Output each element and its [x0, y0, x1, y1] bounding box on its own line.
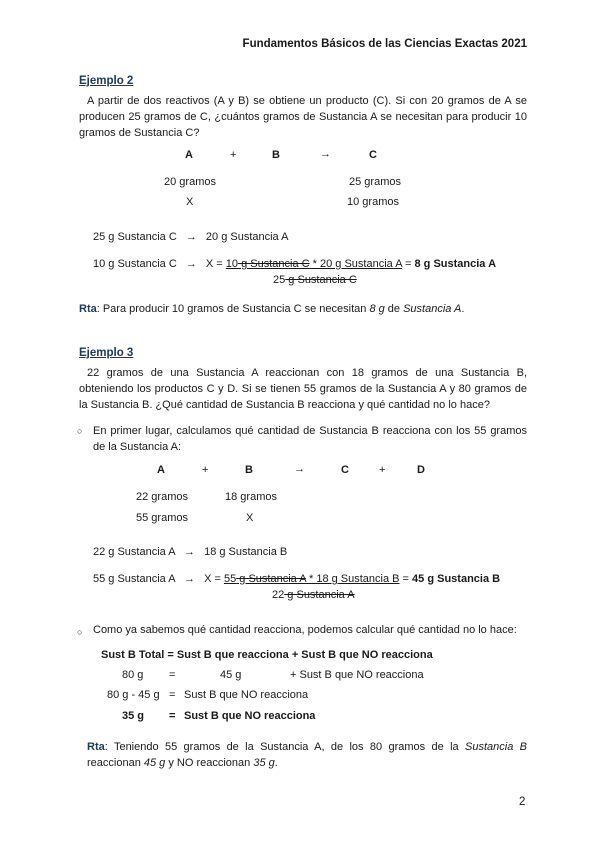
- answer-text: y NO reaccionan: [165, 757, 254, 769]
- answer-text: reaccionan: [87, 757, 144, 769]
- relation-right: 18 g Sustancia B: [204, 546, 288, 558]
- ejemplo-3-denominator: [272, 589, 355, 601]
- ejemplo-3-step-2: Como ya sabemos qué cantidad reacciona, podemos calcular qué cantidad no lo hace:: [93, 624, 517, 636]
- ejemplo-2-heading: Ejemplo 2: [79, 75, 134, 87]
- product-c: C: [369, 149, 377, 161]
- balance-title: Sust B Total = Sust B que reacciona + Sust B que NO reacciona: [101, 649, 433, 661]
- mass-a-known: 22 gramos: [136, 491, 188, 503]
- mass-c-target: 10 gramos: [347, 196, 399, 208]
- relation-left: 22 g Sustancia A: [93, 546, 175, 558]
- reaction-arrow: →: [294, 463, 305, 475]
- bullet-circle-icon: ○: [77, 426, 83, 436]
- reaction-arrow: →: [320, 148, 331, 160]
- calc-numerator: [226, 258, 402, 270]
- answer-text: .: [461, 303, 465, 315]
- mass-c-known: 25 gramos: [349, 176, 401, 188]
- balance-r3-rest: Sust B que NO reacciona: [184, 710, 316, 722]
- balance-r1-total: 80 g: [122, 669, 144, 681]
- calc-numerator: [224, 573, 400, 585]
- mass-a-given: 55 gramos: [136, 512, 188, 524]
- cancelled-unit: g Sustancia A: [284, 589, 355, 601]
- balance-r2-diff: 80 g - 45 g: [107, 689, 160, 701]
- answer-value: 8 g: [369, 303, 385, 315]
- cancelled-unit: g Sustancia C: [238, 258, 310, 270]
- plus-sign: +: [202, 464, 209, 476]
- reactant-b: B: [245, 464, 253, 476]
- reactant-a: A: [185, 149, 193, 161]
- reactant-b: B: [272, 149, 280, 161]
- equals-sign: =: [401, 258, 415, 270]
- balance-r1-eq: =: [169, 669, 176, 681]
- product-c: C: [341, 464, 349, 476]
- balance-r2-eq: =: [169, 689, 176, 701]
- arrow-icon: →: [184, 573, 196, 585]
- ejemplo-3-answer: [87, 739, 527, 771]
- balance-r1-rest: + Sust B que NO reacciona: [290, 669, 424, 681]
- ejemplo-3-problem: 22 gramos de una Sustancia A reaccionan con 18 gramos de una Sustancia B, obteniendo los productos C y D. Si se tienen 55 gramos de la Sustancia A y 80 gramos de la Sustancia B. ¿Qué cantidad de Sustancia B reacciona y qué cantidad no lo hace?: [79, 367, 527, 411]
- answer-substance: Sustancia B: [465, 741, 527, 753]
- calc-result: 45 g Sustancia B: [412, 573, 501, 585]
- bullet-circle-icon: ○: [77, 627, 83, 637]
- answer-substance: Sustancia A: [403, 303, 462, 315]
- calc-result: 8 g Sustancia A: [414, 258, 497, 270]
- mass-b-unknown: X: [246, 512, 254, 524]
- answer-text: de: [384, 303, 404, 315]
- equals-sign: =: [399, 573, 413, 585]
- num-value: 10: [225, 258, 239, 270]
- balance-r2-rest: Sust B que NO reacciona: [184, 689, 309, 701]
- ejemplo-3-relation: [93, 546, 287, 558]
- mass-a-known: 20 gramos: [164, 176, 216, 188]
- answer-text: .: [274, 757, 278, 769]
- relation-right: 20 g Sustancia A: [205, 231, 289, 243]
- plus-sign: +: [379, 464, 386, 476]
- ejemplo-2-denominator: [273, 274, 357, 286]
- mass-b-known: 18 gramos: [225, 491, 277, 503]
- num-factor: * 20 g Sustancia A: [309, 258, 402, 270]
- den-value: 22: [272, 589, 285, 601]
- answer-text: : Para producir 10 gramos de Sustancia C se necesitan: [96, 303, 370, 315]
- calc-left: 10 g Sustancia C: [93, 258, 177, 270]
- num-factor: * 18 g Sustancia B: [305, 573, 400, 585]
- cancelled-unit: g Sustancia C: [285, 274, 357, 286]
- ejemplo-3-calculation: [93, 573, 500, 585]
- relation-left: 25 g Sustancia C: [93, 231, 177, 243]
- reactant-a: A: [157, 464, 165, 476]
- arrow-icon: →: [184, 546, 196, 558]
- calc-left: 55 g Sustancia A: [93, 573, 175, 585]
- balance-r3-value: 35 g: [122, 710, 145, 722]
- balance-r3-eq: =: [169, 710, 176, 722]
- answer-value-react: 45 g: [143, 757, 166, 769]
- product-d: D: [417, 464, 425, 476]
- ejemplo-3-step-1: En primer lugar, calculamos qué cantidad de Sustancia B reacciona con los 55 gramos de la Sustancia A:: [93, 425, 527, 453]
- page-number: 2: [519, 796, 526, 808]
- mass-a-unknown: X: [186, 196, 194, 208]
- answer-text: : Teniendo 55 gramos de la Sustancia A, de los 80 gramos de la: [104, 741, 465, 753]
- running-header: Fundamentos Básicos de las Ciencias Exactas 2021: [242, 38, 527, 50]
- arrow-icon: →: [185, 231, 197, 243]
- ejemplo-2-calculation: [93, 258, 496, 270]
- ejemplo-2-relation: [93, 231, 288, 243]
- answer-value-unreact: 35 g: [253, 757, 275, 769]
- arrow-icon: →: [185, 258, 197, 270]
- den-value: 25: [273, 274, 286, 286]
- ejemplo-3-heading: Ejemplo 3: [79, 347, 134, 359]
- ejemplo-2-problem: A partir de dos reactivos (A y B) se obtiene un producto (C). Si con 20 gramos de A se producen 25 gramos de C, ¿cuántos gramos de Sustancia A se necesitan para producir 10 gramos de Sustancia C?: [79, 95, 527, 139]
- num-value: 55: [223, 573, 237, 585]
- balance-r1-react: 45 g: [220, 669, 242, 681]
- ejemplo-2-answer: [79, 303, 464, 315]
- x-equals: X =: [204, 573, 221, 585]
- cancelled-unit: g Sustancia A: [236, 573, 306, 585]
- plus-sign: +: [230, 149, 237, 161]
- answer-label: Rta: [87, 741, 105, 753]
- answer-label: Rta: [79, 303, 97, 315]
- x-equals: X =: [205, 258, 223, 270]
